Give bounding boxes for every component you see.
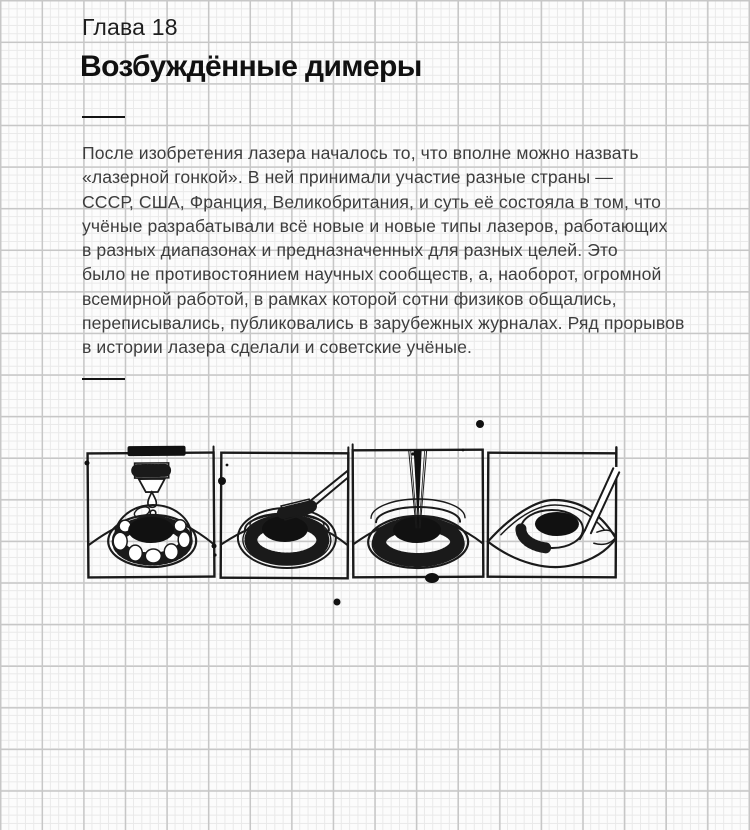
paragraph-line: всемирной работой, в рамках которой сотни физиков общались, <box>82 288 617 309</box>
paragraph-line: переписывались, публиковались в зарубежных журналах. Ряд прорывов <box>82 313 685 334</box>
panel-eye-dropper <box>88 446 215 578</box>
paragraph-line: После изобретения лазера началось то, что вполне можно назвать <box>82 143 639 163</box>
panel-marking-tool <box>221 447 349 579</box>
section-divider-bottom <box>82 378 125 380</box>
section-divider-top <box>82 116 125 118</box>
chapter-label: Глава 18 <box>82 14 178 40</box>
paragraph-line: было не противостоянием научных сообществ, а, наоборот, огромной <box>82 264 662 285</box>
body-paragraph <box>82 141 722 360</box>
panel-needle-probe <box>488 447 620 578</box>
panel-laser-beam <box>353 444 484 578</box>
paragraph-line: СССР, США, Франция, Великобритания, и суть её состояла в том, что <box>82 191 662 212</box>
paragraph-line: учёные разрабатывали всё новые и новые типы лазеров, работающих <box>82 215 668 236</box>
paragraph-line: в истории лазера сделали и советские учёные. <box>82 337 472 358</box>
paragraph-line: «лазерной гонкой». В ней принимали участие разные страны — <box>82 167 613 188</box>
page-title: Возбуждённые димеры <box>80 50 422 83</box>
illustration-svg <box>75 406 640 621</box>
paragraph-line: в разных диапазонах и предназначенных для разных целей. Это <box>82 240 618 261</box>
